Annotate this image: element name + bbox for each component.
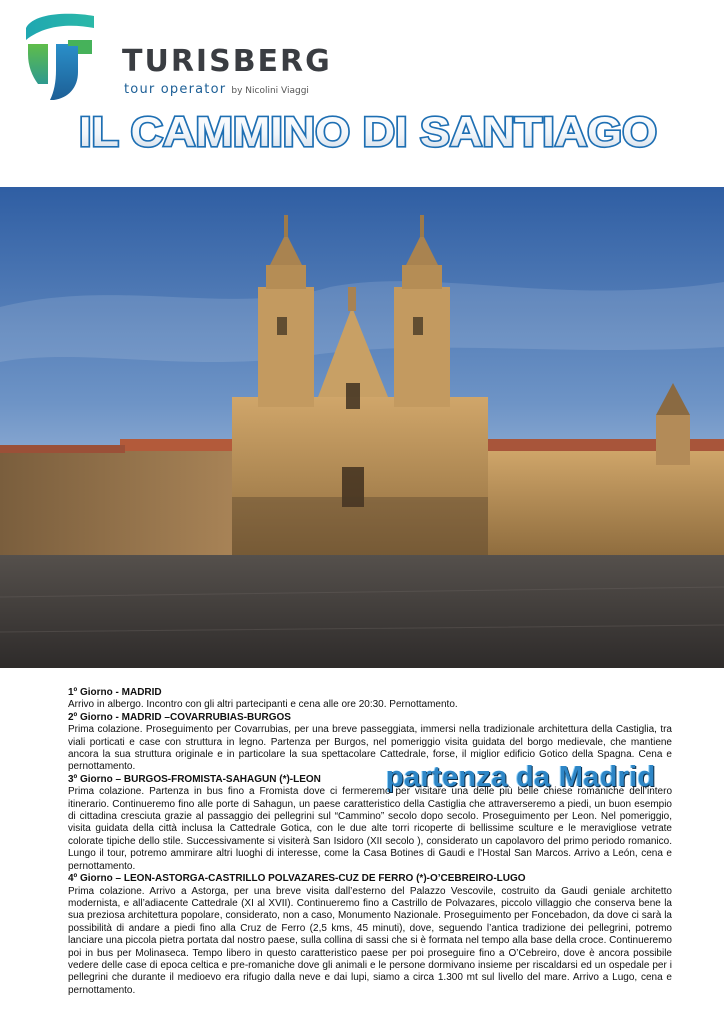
departure-caption: partenza da Madrid — [386, 761, 656, 793]
day-3 — [68, 774, 672, 873]
day-description: Prima colazione. Partenza in bus fino a Fromista dove ci fermeremo per visitare una delle più belle chiese romaniche dell’intero itinerario. Continueremo fino alle porte di Sahagun, un paese caratteristico della Castiglia che attraverseremo a piedi, un buon esempio di cittadina cresciuta grazie al passaggio dei pellegrini sul “Cammino” secolo dopo secolo. Proseguimento per Leon. Nel pomeriggio, visita guidata della città inclusa la Cattedrale Gotica, con le due alte torri ricoperte di bellissime sculture e le meravigliose vetrate colorate tipiche dello stile. Successivamente si visiterà San Isidoro (XII secolo ), considerato un capolavoro del primo periodo romanico. Lungo il tour, potremo ammirare altri luoghi di interesse, come la Casa Botines di Gaudi e l’Hostal San Marcos. Arrivo a León, cena e pernottamento. — [68, 786, 672, 872]
brand-subtitle — [124, 80, 309, 96]
day-description: Arrivo in albergo. Incontro con gli altri partecipanti e cena alle ore 20:30. Pernottamento. — [68, 699, 458, 711]
brand-name: TURISBERG — [122, 44, 332, 79]
day-heading: 2º Giorno - MADRID –COVARRUBIAS-BURGOS — [68, 711, 291, 723]
brand-tagline: tour operator — [124, 82, 227, 97]
turisberg-logo-icon — [24, 10, 96, 102]
page-title-text: IL CAMMINO DI SANTIAGO — [79, 108, 657, 155]
page-title — [68, 104, 668, 160]
day-description: Prima colazione. Arrivo a Astorga, per una breve visita dall’esterno del Palazzo Vescovile, costruito da Gaudi geniale architetto modernista, e all’adiacente Cattedrale (XI al XVII). Continueremo fino a Castrillo de Polvazares, piccolo villaggio che conserva bene la sua preziosa architettura popolare, considerato, non a caso, Monumento Nazionale. Proseguimento per Foncebadon, da dove ci sarà la possibilità di andare a piedi fino alla Cruz de Ferro (2,5 kms, 45 minuti), dove, seguendo l’antica tradizione dei pellegrini, potremo lanciare una piccola pietra portata dal nostro paese, sulla collina di sassi che si è formata nel tempo alla base della croce. Continueremo poi in bus per Molinaseca. Tempo libero in questo caratteristico paese per poi proseguire fino a O’Cebreiro, dove è ancora possibile vedere delle case di epoca celtica e pre-romaniche dove gli animali e le persone dormivano insieme per riscaldarsi ed un ospedale per i pellegrini che durante il medioevo era rifugio dalla neve e dai lupi, siamo a circa 1.300 mt sul livello del mare. Arrivo a Lugo, cena e pernottamento. — [68, 885, 672, 996]
day-heading: 1º Giorno - MADRID — [68, 687, 162, 698]
cathedral-photo — [0, 187, 724, 668]
itinerary — [68, 687, 672, 997]
day-1 — [68, 687, 672, 712]
day-description: Prima colazione. Proseguimento per Covarrubias, per una breve passeggiata, immersi nella tradizionale architettura della Castiglia, tra viali porticati e case con struttura in legno. Partenza per Burgos, nel pomeriggio visita guidata del borgo medievale, che mantiene ancora la sua struttura originale e in particolare la sua spettacolare Cattedrale, forse, il miglior edificio Gotico della Spagna. Cena e pernottamento. — [68, 724, 672, 773]
brand-by-line: by Nicolini Viaggi — [231, 86, 309, 96]
day-heading: 4º Giorno – LEON-ASTORGA-CASTRILLO POLVAZARES-CUZ DE FERRO (*)-O’CEBREIRO-LUGO — [68, 873, 526, 885]
day-2 — [68, 712, 672, 774]
day-heading: 3º Giorno – BURGOS-FROMISTA-SAHAGUN (*)-LEON — [68, 773, 321, 785]
company-logo — [24, 10, 332, 105]
day-4 — [68, 873, 672, 997]
